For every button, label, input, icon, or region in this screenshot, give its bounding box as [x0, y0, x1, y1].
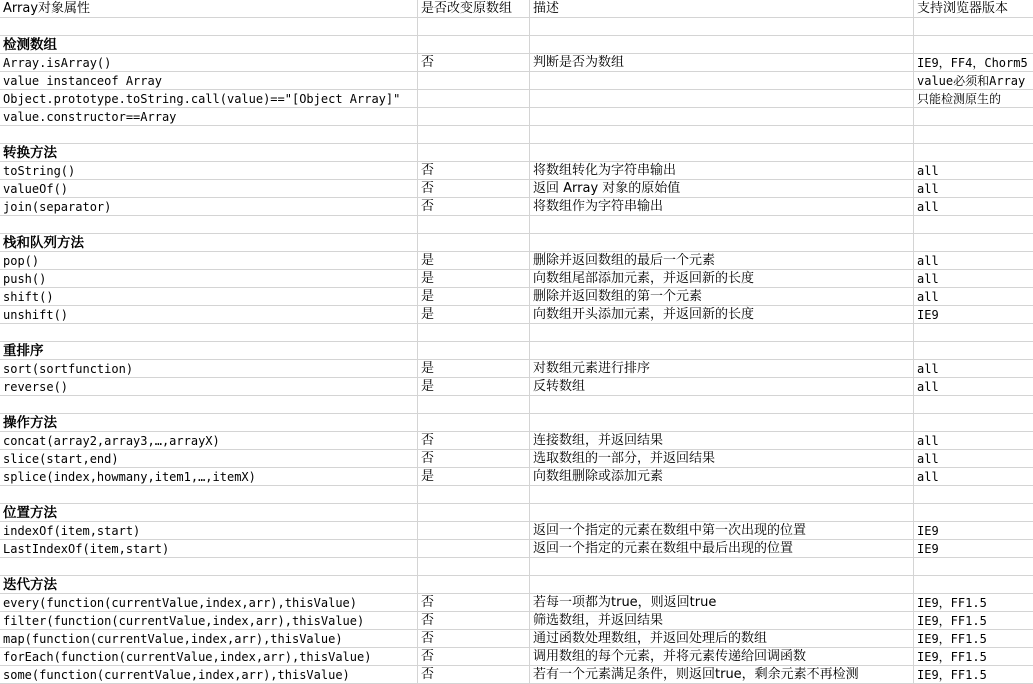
empty-cell[interactable] [530, 18, 914, 36]
empty-cell[interactable] [418, 396, 530, 414]
table-row [0, 648, 1033, 666]
method-name-cell[interactable]: join(separator) [0, 198, 418, 216]
section-title-row [0, 504, 1033, 522]
mutates-cell[interactable]: 否 [418, 432, 530, 450]
empty-cell[interactable] [914, 126, 1033, 144]
mutates-cell[interactable]: 是 [418, 468, 530, 486]
empty-cell[interactable] [914, 396, 1033, 414]
empty-cell[interactable] [418, 486, 530, 504]
empty-cell[interactable] [418, 126, 530, 144]
empty-cell[interactable] [418, 558, 530, 576]
table-row [0, 540, 1033, 558]
description-cell[interactable] [530, 108, 914, 126]
empty-cell[interactable] [0, 324, 418, 342]
empty-cell[interactable] [0, 558, 418, 576]
section-title[interactable]: 转换方法 [0, 144, 418, 162]
section-title-row [0, 576, 1033, 594]
method-name-cell[interactable]: concat(array2,array3,…,arrayX) [0, 432, 418, 450]
mutates-cell[interactable]: 否 [418, 450, 530, 468]
browser-cell[interactable]: all [914, 432, 1033, 450]
empty-cell[interactable] [530, 324, 914, 342]
method-name-cell[interactable]: pop() [0, 252, 418, 270]
browser-cell[interactable]: IE9 [914, 522, 1033, 540]
method-name-cell[interactable]: value.constructor==Array [0, 108, 418, 126]
empty-row [0, 216, 1033, 234]
browser-cell[interactable]: all [914, 270, 1033, 288]
empty-cell[interactable] [914, 576, 1033, 594]
empty-cell[interactable] [418, 234, 530, 252]
description-cell[interactable]: 连接数组，并返回结果 [530, 432, 914, 450]
table-row [0, 108, 1033, 126]
mutates-cell[interactable]: 是 [418, 378, 530, 396]
section-title[interactable]: 检测数组 [0, 36, 418, 54]
empty-cell[interactable] [914, 414, 1033, 432]
empty-cell[interactable] [0, 396, 418, 414]
method-name-cell[interactable]: filter(function(currentValue,index,arr),thisValue) [0, 612, 418, 630]
table-row [0, 252, 1033, 270]
mutates-cell[interactable]: 是 [418, 360, 530, 378]
description-cell[interactable]: 若有一个元素满足条件，则返回true，剩余元素不再检测 [530, 666, 914, 684]
empty-row [0, 558, 1033, 576]
description-cell[interactable]: 删除并返回数组的最后一个元素 [530, 252, 914, 270]
mutates-cell[interactable] [418, 540, 530, 558]
empty-cell[interactable] [530, 504, 914, 522]
section-title[interactable]: 迭代方法 [0, 576, 418, 594]
method-name-cell[interactable]: every(function(currentValue,index,arr),thisValue) [0, 594, 418, 612]
mutates-cell[interactable]: 否 [418, 54, 530, 72]
method-name-cell[interactable]: Object.prototype.toString.call(value)=="[Object Array]" [0, 90, 418, 108]
empty-cell[interactable] [914, 504, 1033, 522]
empty-cell[interactable] [418, 144, 530, 162]
description-cell[interactable] [530, 72, 914, 90]
description-cell[interactable]: 调用数组的每个元素，并将元素传递给回调函数 [530, 648, 914, 666]
browser-cell[interactable]: IE9，FF1.5 [914, 594, 1033, 612]
section-title[interactable]: 栈和队列方法 [0, 234, 418, 252]
method-name-cell[interactable]: reverse() [0, 378, 418, 396]
browser-cell[interactable]: IE9，FF1.5 [914, 630, 1033, 648]
browser-cell[interactable]: all [914, 450, 1033, 468]
browser-cell[interactable]: all [914, 360, 1033, 378]
browser-cell[interactable]: all [914, 468, 1033, 486]
description-cell[interactable]: 删除并返回数组的第一个元素 [530, 288, 914, 306]
table-row [0, 594, 1033, 612]
empty-cell[interactable] [530, 234, 914, 252]
mutates-cell[interactable] [418, 72, 530, 90]
header-cell-property[interactable]: Array对象属性 [0, 0, 418, 18]
browser-cell[interactable]: IE9，FF4，Chorm5 [914, 54, 1033, 72]
mutates-cell[interactable]: 否 [418, 180, 530, 198]
empty-cell[interactable] [914, 234, 1033, 252]
description-cell[interactable]: 返回 Array 对象的原始值 [530, 180, 914, 198]
description-cell[interactable]: 对数组元素进行排序 [530, 360, 914, 378]
section-title[interactable]: 位置方法 [0, 504, 418, 522]
empty-cell[interactable] [530, 558, 914, 576]
method-name-cell[interactable]: toString() [0, 162, 418, 180]
empty-cell[interactable] [418, 216, 530, 234]
empty-cell[interactable] [418, 414, 530, 432]
empty-cell[interactable] [914, 18, 1033, 36]
mutates-cell[interactable]: 是 [418, 306, 530, 324]
table-row [0, 306, 1033, 324]
table-row [0, 432, 1033, 450]
empty-cell[interactable] [914, 486, 1033, 504]
table-row [0, 522, 1033, 540]
empty-cell[interactable] [0, 486, 418, 504]
mutates-cell[interactable] [418, 108, 530, 126]
description-cell[interactable]: 返回一个指定的元素在数组中最后出现的位置 [530, 540, 914, 558]
description-cell[interactable]: 向数组开头添加元素，并返回新的长度 [530, 306, 914, 324]
empty-cell[interactable] [0, 126, 418, 144]
mutates-cell[interactable]: 否 [418, 666, 530, 684]
table-row [0, 288, 1033, 306]
empty-cell[interactable] [530, 216, 914, 234]
description-cell[interactable]: 将数组转化为字符串输出 [530, 162, 914, 180]
method-name-cell[interactable]: shift() [0, 288, 418, 306]
table-row [0, 54, 1033, 72]
mutates-cell[interactable]: 是 [418, 252, 530, 270]
browser-cell[interactable]: IE9 [914, 306, 1033, 324]
browser-cell[interactable]: 只能检测原生的 [914, 90, 1033, 108]
mutates-cell[interactable]: 否 [418, 630, 530, 648]
empty-row [0, 396, 1033, 414]
method-name-cell[interactable]: LastIndexOf(item,start) [0, 540, 418, 558]
header-cell-description[interactable]: 描述 [530, 0, 914, 18]
browser-cell[interactable]: value必须和Array [914, 72, 1033, 90]
empty-cell[interactable] [530, 144, 914, 162]
description-cell[interactable]: 向数组删除或添加元素 [530, 468, 914, 486]
mutates-cell[interactable]: 否 [418, 612, 530, 630]
browser-cell[interactable]: all [914, 198, 1033, 216]
browser-cell[interactable]: all [914, 252, 1033, 270]
table-row [0, 198, 1033, 216]
description-cell[interactable]: 判断是否为数组 [530, 54, 914, 72]
mutates-cell[interactable] [418, 522, 530, 540]
section-title[interactable]: 操作方法 [0, 414, 418, 432]
table-row [0, 162, 1033, 180]
section-title[interactable]: 重排序 [0, 342, 418, 360]
section-title-row [0, 144, 1033, 162]
description-cell[interactable]: 选取数组的一部分，并返回结果 [530, 450, 914, 468]
empty-cell[interactable] [418, 576, 530, 594]
table-row [0, 666, 1033, 684]
table-row [0, 72, 1033, 90]
empty-cell[interactable] [914, 558, 1033, 576]
mutates-cell[interactable]: 否 [418, 162, 530, 180]
method-name-cell[interactable]: sort(sortfunction) [0, 360, 418, 378]
method-name-cell[interactable]: indexOf(item,start) [0, 522, 418, 540]
empty-cell[interactable] [914, 144, 1033, 162]
method-name-cell[interactable]: Array.isArray() [0, 54, 418, 72]
description-cell[interactable]: 向数组尾部添加元素，并返回新的长度 [530, 270, 914, 288]
empty-cell[interactable] [530, 576, 914, 594]
mutates-cell[interactable] [418, 90, 530, 108]
table-row [0, 612, 1033, 630]
mutates-cell[interactable]: 是 [418, 288, 530, 306]
header-row [0, 0, 1033, 18]
empty-cell[interactable] [418, 36, 530, 54]
method-name-cell[interactable]: unshift() [0, 306, 418, 324]
mutates-cell[interactable]: 否 [418, 594, 530, 612]
empty-row [0, 324, 1033, 342]
empty-cell[interactable] [914, 216, 1033, 234]
empty-cell[interactable] [914, 342, 1033, 360]
method-name-cell[interactable]: some(function(currentValue,index,arr),thisValue) [0, 666, 418, 684]
description-cell[interactable]: 返回一个指定的元素在数组中第一次出现的位置 [530, 522, 914, 540]
browser-cell[interactable]: all [914, 162, 1033, 180]
browser-cell[interactable]: all [914, 180, 1033, 198]
browser-cell[interactable]: IE9，FF1.5 [914, 612, 1033, 630]
table-row [0, 270, 1033, 288]
method-name-cell[interactable]: value instanceof Array [0, 72, 418, 90]
empty-cell[interactable] [530, 126, 914, 144]
table-row [0, 180, 1033, 198]
header-cell-mutates[interactable]: 是否改变原数组 [418, 0, 530, 18]
section-title-row [0, 234, 1033, 252]
empty-cell[interactable] [530, 414, 914, 432]
mutates-cell[interactable]: 否 [418, 198, 530, 216]
empty-cell[interactable] [914, 324, 1033, 342]
browser-cell[interactable]: IE9 [914, 540, 1033, 558]
browser-cell[interactable]: IE9，FF1.5 [914, 648, 1033, 666]
method-name-cell[interactable]: map(function(currentValue,index,arr),thisValue) [0, 630, 418, 648]
method-name-cell[interactable]: splice(index,howmany,item1,…,itemX) [0, 468, 418, 486]
table-row [0, 378, 1033, 396]
mutates-cell[interactable]: 是 [418, 270, 530, 288]
empty-cell[interactable] [418, 324, 530, 342]
empty-cell[interactable] [0, 216, 418, 234]
section-title-row [0, 414, 1033, 432]
empty-cell[interactable] [418, 342, 530, 360]
description-cell[interactable]: 通过函数处理数组，并返回处理后的数组 [530, 630, 914, 648]
header-cell-browser[interactable]: 支持浏览器版本 [914, 0, 1033, 18]
section-title-row [0, 342, 1033, 360]
table-row [0, 450, 1033, 468]
browser-cell[interactable] [914, 108, 1033, 126]
method-name-cell[interactable]: forEach(function(currentValue,index,arr),thisValue) [0, 648, 418, 666]
section-title-row [0, 36, 1033, 54]
method-name-cell[interactable]: push() [0, 270, 418, 288]
description-cell[interactable]: 筛选数组，并返回结果 [530, 612, 914, 630]
browser-cell[interactable]: all [914, 378, 1033, 396]
empty-cell[interactable] [530, 36, 914, 54]
table-row [0, 360, 1033, 378]
empty-cell[interactable] [418, 504, 530, 522]
empty-row [0, 18, 1033, 36]
method-name-cell[interactable]: slice(start,end) [0, 450, 418, 468]
description-cell[interactable] [530, 90, 914, 108]
description-cell[interactable]: 将数组作为字符串输出 [530, 198, 914, 216]
empty-cell[interactable] [530, 396, 914, 414]
table-row [0, 90, 1033, 108]
table-row [0, 468, 1033, 486]
empty-cell[interactable] [418, 18, 530, 36]
description-cell[interactable]: 反转数组 [530, 378, 914, 396]
browser-cell[interactable]: IE9，FF1.5 [914, 666, 1033, 684]
mutates-cell[interactable]: 否 [418, 648, 530, 666]
empty-cell[interactable] [530, 486, 914, 504]
browser-cell[interactable]: all [914, 288, 1033, 306]
empty-row [0, 126, 1033, 144]
table-row [0, 630, 1033, 648]
empty-row [0, 486, 1033, 504]
empty-cell[interactable] [914, 36, 1033, 54]
method-name-cell[interactable]: valueOf() [0, 180, 418, 198]
empty-cell[interactable] [530, 342, 914, 360]
empty-cell[interactable] [0, 18, 418, 36]
description-cell[interactable]: 若每一项都为true，则返回true [530, 594, 914, 612]
